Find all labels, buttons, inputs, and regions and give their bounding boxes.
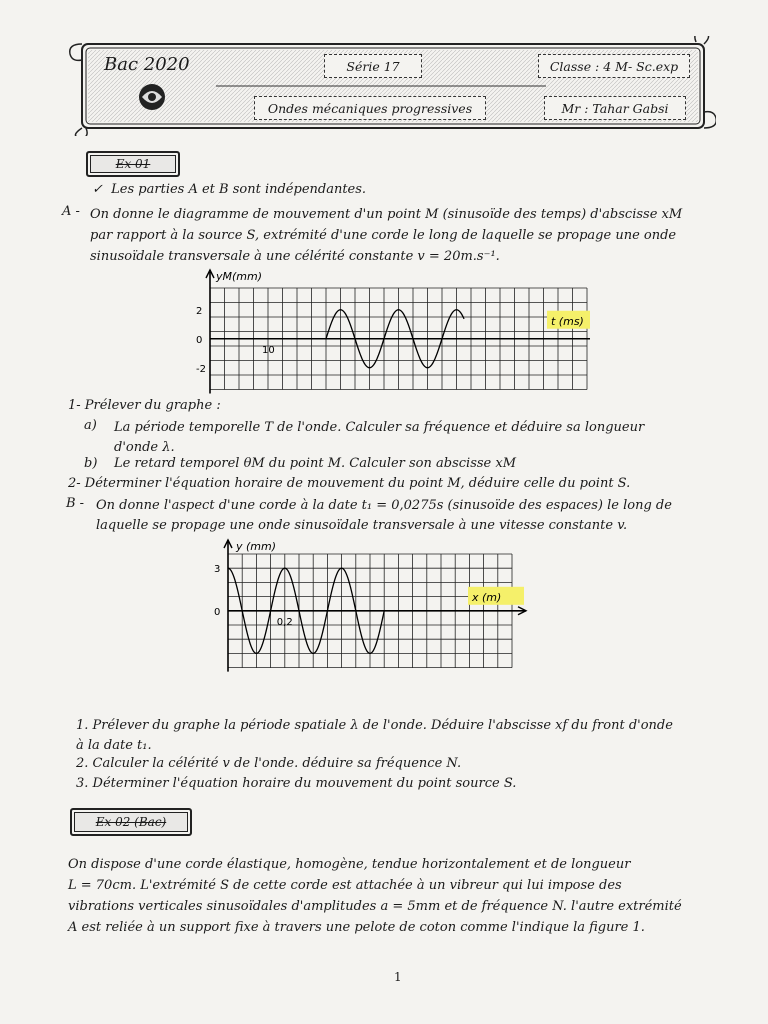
y-tick-label: 0 bbox=[214, 606, 221, 618]
question-1a-line: La période temporelle T de l'onde. Calculer sa fréquence et déduire sa longueur bbox=[114, 420, 645, 435]
question-1: 1- Prélever du graphe : bbox=[68, 398, 221, 413]
x-axis-label: x (m) bbox=[472, 590, 502, 604]
bac-year-label: Bac 2020 bbox=[104, 54, 190, 75]
y-axis-label: y (mm) bbox=[236, 540, 277, 553]
exercise-2-text bbox=[68, 854, 682, 938]
y-tick-label: 2 bbox=[196, 305, 203, 317]
part-a-marker: A - bbox=[62, 204, 80, 219]
chapter-title: Ondes mécaniques progressives bbox=[267, 100, 473, 116]
y-tick-label: 3 bbox=[214, 564, 221, 576]
question-1b: Le retard temporel θM du point M. Calculer son abscisse xM bbox=[114, 456, 517, 471]
chart-time-sinusoid bbox=[190, 268, 590, 398]
independence-note bbox=[92, 182, 366, 197]
question-1b-marker: b) bbox=[84, 456, 98, 471]
logo-icon bbox=[134, 82, 170, 112]
part-a-line: par rapport à la source S, extrémité d'une corde le long de laquelle se propage une onde bbox=[90, 228, 677, 243]
chart-space-sinusoid bbox=[204, 536, 544, 686]
serie-label: Série 17 bbox=[346, 58, 400, 74]
question-1a bbox=[114, 418, 644, 458]
b-question-1-line: 1. Prélever du graphe la période spatiale λ de l'onde. Déduire l'abscisse xf du front d'onde bbox=[76, 718, 673, 733]
part-b-line: laquelle se propage une onde sinusoïdale transversale à une vitesse constante v. bbox=[96, 518, 628, 533]
exercise-1-label-text: Ex 01 bbox=[115, 157, 151, 171]
part-b-text bbox=[96, 496, 672, 536]
b-question-2: 2. Calculer la célérité v de l'onde. déduire sa fréquence N. bbox=[76, 756, 462, 771]
question-1a-line: d'onde λ. bbox=[114, 440, 175, 455]
part-a-line: sinusoïdale transversale à une célérité constante v = 20m.s⁻¹. bbox=[90, 249, 500, 264]
title-box bbox=[254, 96, 486, 120]
b-question-3: 3. Déterminer l'équation horaire du mouvement du point source S. bbox=[76, 776, 517, 791]
header-banner bbox=[66, 36, 716, 136]
page-number: 1 bbox=[394, 970, 402, 984]
exercise-2-line: vibrations verticales sinusoïdales d'amplitudes a = 5mm et de fréquence N. l'autre extrémité bbox=[68, 899, 682, 914]
part-a-text bbox=[90, 204, 682, 267]
exercise-2-label bbox=[70, 808, 192, 836]
x-tick-label: 0,2 bbox=[276, 616, 293, 628]
exercise-2-line: On dispose d'une corde élastique, homogène, tendue horizontalement et de longueur bbox=[68, 857, 631, 872]
y-tick-label: -2 bbox=[196, 363, 206, 375]
question-2: 2- Déterminer l'équation horaire de mouvement du point M, déduire celle du point S. bbox=[68, 476, 631, 491]
x-tick-label: 10 bbox=[262, 344, 275, 356]
teacher-box bbox=[544, 96, 686, 120]
check-icon: ✓ bbox=[92, 182, 103, 197]
x-axis-label: t (ms) bbox=[551, 314, 584, 328]
independence-note-text: Les parties A et B sont indépendantes. bbox=[111, 182, 367, 197]
exercise-2-line: L = 70cm. L'extrémité S de cette corde est attachée à un vibreur qui lui impose des bbox=[68, 878, 622, 893]
classe-box bbox=[538, 54, 690, 78]
b-question-1 bbox=[76, 716, 673, 756]
part-a-line: On donne le diagramme de mouvement d'un point M (sinusoïde des temps) d'abscisse xM bbox=[90, 207, 683, 222]
y-axis-label: yM(mm) bbox=[216, 270, 263, 283]
part-b-line: On donne l'aspect d'une corde à la date t₁ = 0,0275s (sinusoïde des espaces) le long de bbox=[96, 498, 672, 513]
question-1a-marker: a) bbox=[84, 418, 97, 433]
serie-box bbox=[324, 54, 422, 78]
part-b-marker: B - bbox=[66, 496, 85, 511]
classe-label: Classe : 4 M- Sc.exp bbox=[549, 58, 679, 74]
exercise-2-label-text: Ex 02 (Bac) bbox=[95, 815, 167, 829]
exercise-2-line: A est reliée à un support fixe à travers une pelote de coton comme l'indique la figure 1. bbox=[68, 920, 645, 935]
teacher-label: Mr : Tahar Gabsi bbox=[561, 100, 669, 116]
y-tick-label: 0 bbox=[196, 334, 203, 346]
b-question-1-line: à la date t₁. bbox=[76, 738, 152, 753]
exercise-1-label bbox=[86, 151, 180, 177]
